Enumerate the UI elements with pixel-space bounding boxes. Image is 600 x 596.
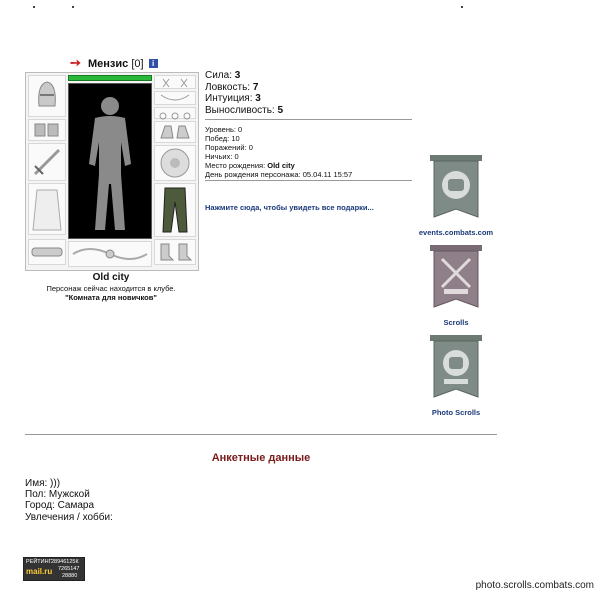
- info-birthday: День рождения персонажа: 05.04.11 15:57: [205, 170, 353, 179]
- fist-banner-icon: [426, 155, 486, 221]
- ornament-icon: [69, 242, 151, 266]
- bracers-slot[interactable]: [28, 119, 66, 141]
- rings-icon: [155, 111, 195, 121]
- counter-value-2: 7265147: [58, 566, 80, 572]
- photo-scrolls-banner[interactable]: [416, 335, 496, 417]
- pants-icon: [155, 184, 195, 236]
- red-arrow-icon[interactable]: ➙: [70, 55, 81, 70]
- info-draws: Ничьих: 0: [205, 152, 239, 161]
- ornament-slot[interactable]: [68, 241, 152, 267]
- belt-slot[interactable]: [28, 239, 66, 265]
- swords-banner-icon: [426, 245, 486, 311]
- gloves-slot[interactable]: [154, 121, 196, 143]
- stat-agility: Ловкость: 7: [205, 81, 259, 93]
- mailru-counter[interactable]: [23, 557, 85, 581]
- top-dot: [72, 6, 74, 8]
- amulet-slot[interactable]: [154, 91, 196, 105]
- stat-strength: Сила: 3: [205, 70, 241, 81]
- anketa-gender: Пол: Мужской: [25, 489, 90, 501]
- anketa-name: Имя: ))): [25, 478, 61, 489]
- character-figure-icon: [69, 84, 151, 238]
- location-note: Персонаж сейчас находится в клубе.: [46, 284, 176, 293]
- gifts-link[interactable]: Нажмите сюда, чтобы увидеть все подарки...: [205, 203, 374, 212]
- stat-intuition: Интуиция: 3: [205, 93, 261, 104]
- character-equipment-panel: [25, 72, 199, 271]
- counter-value-1: 28946125К: [51, 559, 79, 565]
- character-title: [70, 55, 158, 71]
- bracers-icon: [29, 120, 65, 140]
- location-city: Old city: [92, 272, 130, 283]
- info-losses: Поражений: 0: [205, 143, 253, 152]
- scrolls-banner[interactable]: [416, 245, 496, 327]
- pants-slot[interactable]: [154, 183, 196, 237]
- earrings-slot[interactable]: [154, 75, 196, 89]
- photo-fist-banner-icon: [426, 335, 486, 401]
- info-wins: Побед: 10: [205, 134, 240, 143]
- divider: [205, 119, 412, 120]
- helmet-icon: [29, 76, 65, 116]
- info-birthplace: Место рождения: Old city: [205, 161, 295, 170]
- rings-slot[interactable]: [154, 107, 196, 119]
- counter-value-3: 28880: [62, 573, 78, 579]
- hp-bar: [68, 75, 152, 81]
- boots-icon: [155, 240, 195, 264]
- banner-label: Scrolls: [443, 318, 469, 327]
- top-dot: [33, 6, 35, 8]
- shield-slot[interactable]: [154, 145, 196, 181]
- counter-label: РЕЙТИНГ: [26, 559, 52, 565]
- section-divider: [25, 434, 497, 435]
- belt-icon: [29, 240, 65, 264]
- counter-brand: mail.ru: [26, 567, 53, 576]
- amulet-icon: [155, 93, 195, 105]
- anketa-hobby: Увлечения / хобби:: [25, 511, 113, 523]
- character-name[interactable]: Мензис: [87, 58, 129, 70]
- location-room: "Комната для новичков": [65, 293, 157, 302]
- info-icon[interactable]: i: [149, 59, 158, 68]
- events-banner[interactable]: [416, 155, 496, 237]
- footer-domain: photo.scrolls.combats.com: [475, 580, 594, 591]
- gloves-icon: [155, 122, 195, 142]
- anketa-city: Город: Самара: [25, 500, 95, 512]
- earrings-icon: [155, 77, 195, 89]
- top-dot: [461, 6, 463, 8]
- helmet-slot[interactable]: [28, 75, 66, 117]
- info-level: Уровень: 0: [205, 125, 243, 134]
- stat-endurance: Выносливость: 5: [205, 104, 284, 116]
- character-silhouette[interactable]: [68, 83, 152, 239]
- banner-label: Photo Scrolls: [431, 408, 481, 417]
- robe-icon: [29, 184, 65, 234]
- banner-label: events.combats.com: [418, 228, 494, 237]
- character-info: [205, 125, 352, 179]
- boots-slot[interactable]: [154, 239, 196, 265]
- stats-list: [205, 70, 283, 116]
- divider: [205, 180, 412, 181]
- anketa-data: [25, 478, 113, 523]
- weapon-slot[interactable]: [28, 143, 66, 181]
- sword-icon: [29, 144, 65, 180]
- armor-slot[interactable]: [28, 183, 66, 235]
- character-level-badge: [0]: [131, 58, 144, 70]
- anketa-title: Анкетные данные: [211, 452, 311, 464]
- shield-icon: [155, 146, 195, 180]
